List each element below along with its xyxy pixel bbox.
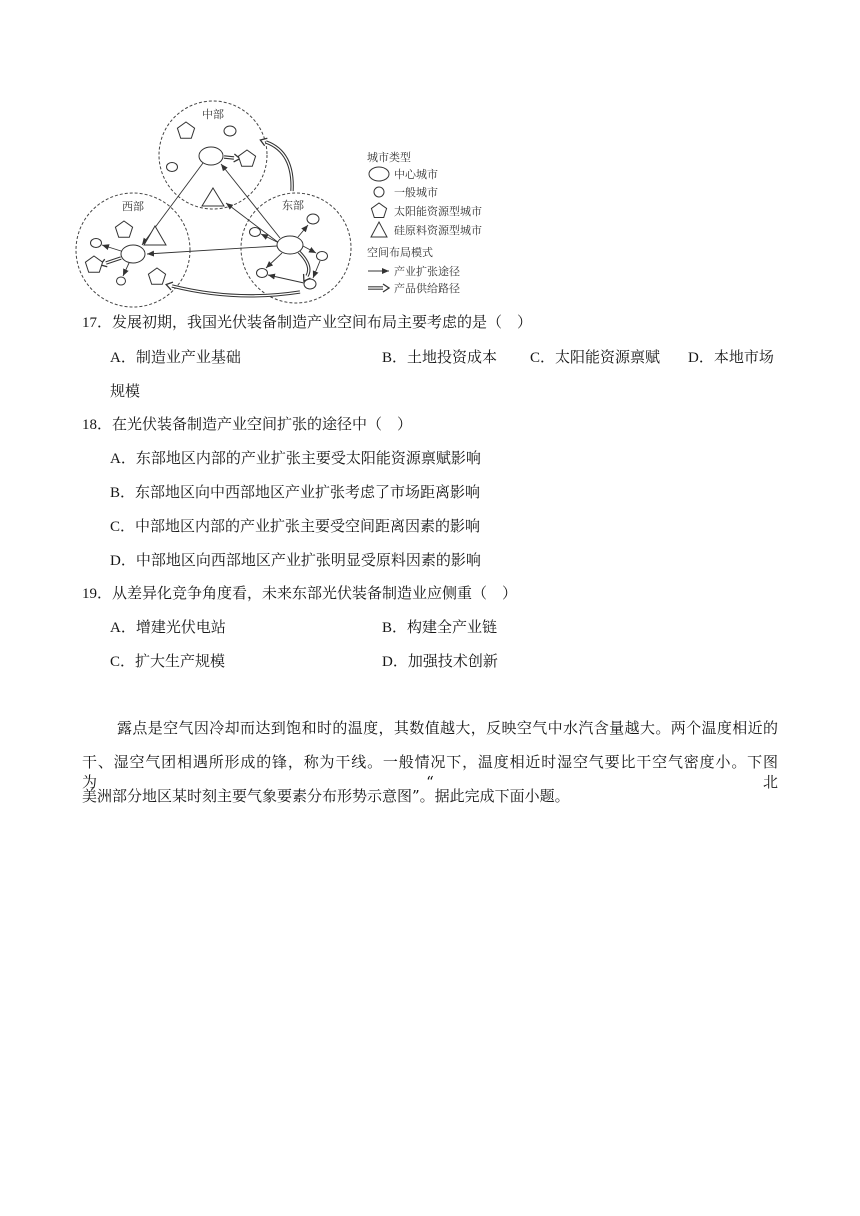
option-b xyxy=(382,341,530,375)
question-17-options xyxy=(110,341,778,409)
option-label: D． xyxy=(110,553,136,569)
question-number: 17． xyxy=(82,315,113,331)
option-text: 中部地区内部的产业扩张主要受空间距离因素的影响 xyxy=(135,519,481,535)
legend-general-city-symbol xyxy=(374,187,384,197)
expansion-arrow-east-to-central-triangle xyxy=(226,203,279,243)
option-d xyxy=(382,652,498,672)
west-solar-city-pentagon-2 xyxy=(85,256,102,272)
option-text: 中部地区向西部地区产业扩张明显受原料因素的影响 xyxy=(135,553,481,569)
option-text: 太阳能资源禀赋 xyxy=(555,350,661,366)
east-general-city-2 xyxy=(250,228,261,237)
west-general-city-1 xyxy=(91,239,102,248)
option-label: B． xyxy=(382,620,408,636)
east-center-city xyxy=(277,236,303,254)
central-center-city xyxy=(199,147,223,165)
legend-center-city-symbol xyxy=(369,167,389,181)
option-label: C． xyxy=(530,350,556,366)
west-solar-city-pentagon-3 xyxy=(148,268,165,284)
legend-silicon-city-label: 硅原料资源型城市 xyxy=(394,224,482,237)
central-solar-city-pentagon-1 xyxy=(177,122,194,138)
option-label: B． xyxy=(382,350,408,366)
pv-industry-layout-diagram xyxy=(0,0,860,320)
legend-silicon-city-symbol xyxy=(371,222,387,237)
option-text: 东部地区向中西部地区产业扩张考虑了市场距离影响 xyxy=(135,485,481,501)
legend-expansion-path-label: 产业扩张途径 xyxy=(394,265,460,278)
east-expansion-arrow-6 xyxy=(268,275,304,283)
legend-city-types-title: 城市类型 xyxy=(367,151,411,164)
passage-line-3: 美洲部分地区某时刻主要气象要素分布形势示意图”。据此完成下面小题。 xyxy=(82,787,570,805)
option-label: A． xyxy=(110,350,136,366)
question-text: 从差异化竞争角度看，未来东部光伏装备制造业应侧重（ ） xyxy=(112,586,518,602)
option-b xyxy=(382,618,497,638)
central-solar-city-pentagon-2 xyxy=(238,150,255,166)
option-a xyxy=(110,341,382,375)
central-silicon-city-triangle xyxy=(202,188,224,206)
west-silicon-city-triangle xyxy=(144,226,166,245)
question-number: 19． xyxy=(82,586,113,602)
central-general-city-2 xyxy=(167,163,178,172)
option-text: 构建全产业链 xyxy=(407,620,498,636)
option-d xyxy=(110,551,481,571)
expansion-arrow-east-to-central xyxy=(221,164,280,238)
legend-supply-path-label: 产品供给路径 xyxy=(394,282,460,295)
option-a xyxy=(110,618,226,638)
option-label: C． xyxy=(110,654,136,670)
option-label: A． xyxy=(110,451,136,467)
option-c xyxy=(110,652,225,672)
question-text: 发展初期，我国光伏装备制造产业空间布局主要考虑的是（ ） xyxy=(112,315,533,331)
legend-layout-modes-title: 空间布局模式 xyxy=(367,246,433,259)
west-expansion-arrow-1 xyxy=(102,245,121,251)
west-region-label: 西部 xyxy=(122,200,144,213)
legend-center-city-label: 中心城市 xyxy=(394,168,438,181)
east-general-city-1 xyxy=(307,214,319,224)
passage-line-1: 露点是空气因冷却而达到饱和时的温度，其数值越大，反映空气中水汽含量越大。两个温度相近的 xyxy=(117,719,778,737)
option-text: 扩大生产规模 xyxy=(135,654,226,670)
question-text: 在光伏装备制造产业空间扩张的途径中（ ） xyxy=(112,417,413,433)
option-text: 加强技术创新 xyxy=(407,654,498,670)
expansion-arrow-east-to-west xyxy=(147,246,277,254)
east-region-label: 东部 xyxy=(282,199,304,212)
east-general-city-4 xyxy=(257,269,268,278)
option-c xyxy=(110,517,480,537)
west-expansion-arrow-2 xyxy=(123,263,129,276)
legend-solar-city-label: 太阳能资源型城市 xyxy=(394,205,482,218)
east-general-city-5 xyxy=(304,279,316,289)
option-label: A． xyxy=(110,620,136,636)
option-text: 东部地区内部的产业扩张主要受太阳能资源禀赋影响 xyxy=(135,451,481,467)
central-region-label: 中部 xyxy=(202,108,224,121)
option-text: 制造业产业基础 xyxy=(135,350,241,366)
west-center-city xyxy=(121,245,145,263)
question-number: 18． xyxy=(82,417,113,433)
west-solar-city-pentagon-1 xyxy=(115,221,132,237)
option-text: 本地市场规模 xyxy=(110,350,774,400)
question-17-stem xyxy=(82,313,532,333)
option-text: 增建光伏电站 xyxy=(135,620,226,636)
east-general-city-3 xyxy=(317,252,328,261)
east-expansion-arrow-5 xyxy=(313,261,320,278)
west-general-city-2 xyxy=(117,277,126,285)
option-label: B． xyxy=(110,485,136,501)
option-label: D． xyxy=(688,350,714,366)
passage-line-2: 干、湿空气团相遇所形成的锋，称为干线。一般情况下，温度相近时湿空气要比干空气密度小。下图为“北 xyxy=(82,753,778,791)
option-label: C． xyxy=(110,519,136,535)
option-a xyxy=(110,449,481,469)
east-expansion-arrow-3 xyxy=(266,253,282,268)
option-b xyxy=(110,483,480,503)
option-text: 土地投资成本 xyxy=(407,350,498,366)
option-c xyxy=(530,341,688,375)
east-expansion-arrow-1 xyxy=(298,225,308,237)
option-label: D． xyxy=(382,654,408,670)
question-18-stem xyxy=(82,415,412,435)
east-expansion-arrow-4 xyxy=(303,246,316,253)
legend-general-city-label: 一般城市 xyxy=(394,186,438,199)
central-general-city-1 xyxy=(224,126,236,136)
diagram-legend xyxy=(367,150,482,295)
question-19-stem xyxy=(82,584,517,604)
legend-solar-city-symbol xyxy=(371,203,386,218)
